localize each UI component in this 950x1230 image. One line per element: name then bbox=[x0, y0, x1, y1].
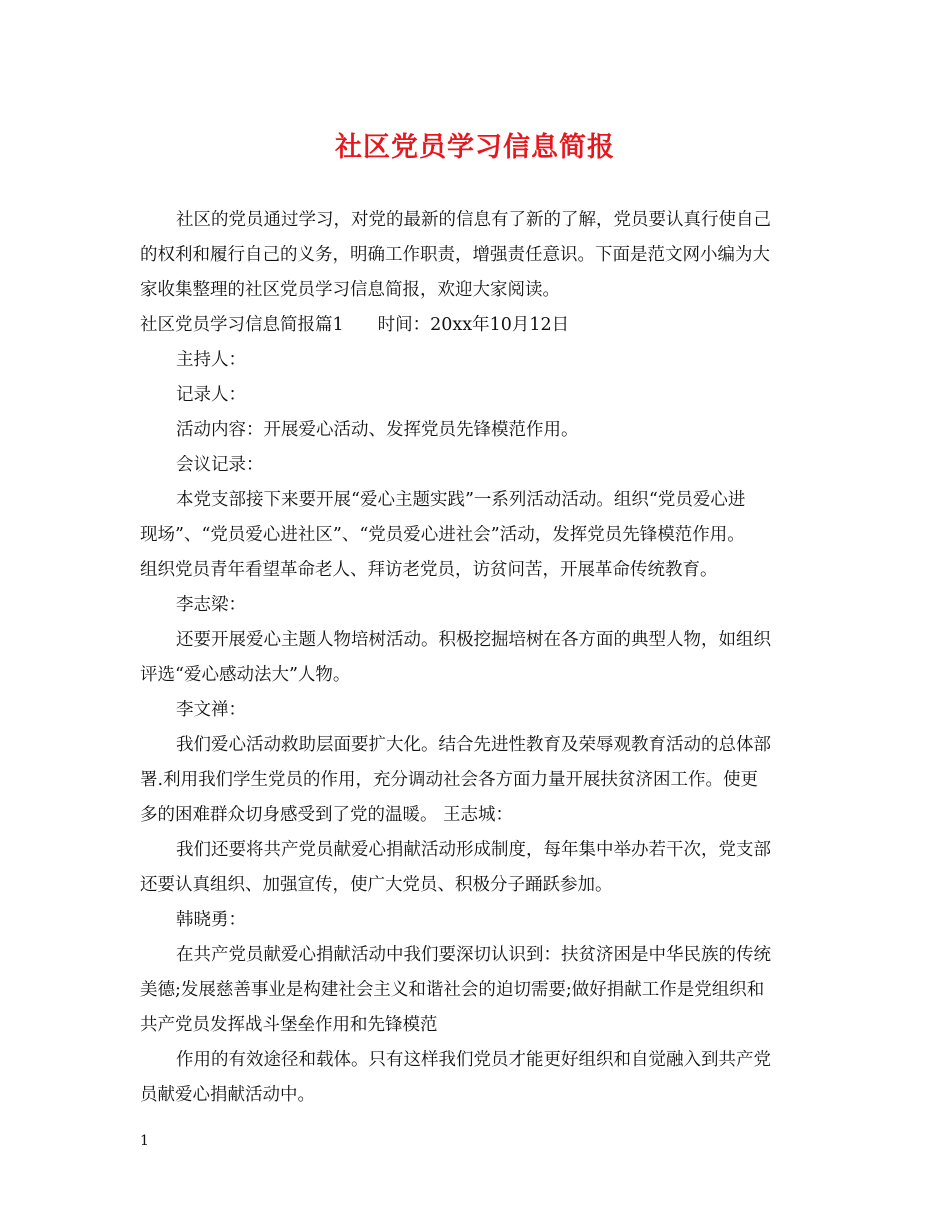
speaker-name-1: 李志梁： bbox=[176, 595, 246, 615]
speech-1-line-2: 评选“爱心感动法大”人物。 bbox=[140, 665, 351, 685]
record-paragraph-1-line-2: 现场”、“党员爱心进社区”、“党员爱心进社会”活动，发挥党员先锋模范作用。 bbox=[140, 525, 745, 545]
speaker-name-2: 李文禅： bbox=[176, 700, 246, 720]
section-heading: 社区党员学习信息简报篇1 bbox=[140, 315, 344, 335]
speaker-name-4: 韩晓勇： bbox=[176, 910, 246, 930]
speech-4-line-2: 美德;发展慈善事业是构建社会主义和谐社会的迫切需要;做好捐献工作是党组织和 bbox=[140, 980, 765, 1000]
speech-1-line-1: 还要开展爱心主题人物培树活动。积极挖掘培树在各方面的典型人物，如组织 bbox=[176, 630, 771, 650]
record-paragraph-1-line-3: 组织党员青年看望革命老人、拜访老党员，访贫问苦，开展革命传统教育。 bbox=[140, 560, 718, 580]
meeting-record-label: 会议记录： bbox=[176, 455, 264, 475]
speech-4-line-5: 员献爱心捐献活动中。 bbox=[140, 1085, 315, 1105]
activity-content: 活动内容：开展爱心活动、发挥党员先锋模范作用。 bbox=[176, 420, 579, 440]
speech-2-line-1: 我们爱心活动救助层面要扩大化。结合先进性教育及荣辱观教育活动的总体部 bbox=[176, 735, 771, 755]
intro-line-1: 社区的党员通过学习，对党的最新的信息有了新的了解，党员要认真行使自己 bbox=[176, 210, 771, 230]
document-title: 社区党员学习信息简报 bbox=[335, 132, 615, 163]
record-paragraph-1-line-1: 本党支部接下来要开展“爱心主题实践”一系列活动活动。组织“党员爱心进 bbox=[176, 490, 746, 510]
speech-3-line-1: 我们还要将共产党员献爱心捐献活动形成制度，每年集中举办若干次，党支部 bbox=[176, 840, 771, 860]
speech-4-line-4: 作用的有效途径和载体。只有这样我们党员才能更好组织和自觉融入到共产党 bbox=[176, 1050, 771, 1070]
intro-line-3: 家收集整理的社区党员学习信息简报，欢迎大家阅读。 bbox=[140, 280, 560, 300]
speech-2-line-2: 署.利用我们学生党员的作用，充分调动社会各方面力量开展扶贫济困工作。使更 bbox=[140, 770, 759, 790]
recorder-label: 记录人： bbox=[176, 385, 246, 405]
page-number: 1 bbox=[140, 1133, 149, 1149]
host-label: 主持人： bbox=[176, 350, 246, 370]
speech-4-line-1: 在共产党员献爱心捐献活动中我们要深切认识到：扶贫济困是中华民族的传统 bbox=[176, 945, 771, 965]
meeting-time: 时间：20xx年10月12日 bbox=[377, 315, 570, 335]
intro-line-2: 的权利和履行自己的义务，明确工作职责，增强责任意识。下面是范文网小编为大 bbox=[140, 245, 770, 265]
section-heading-row bbox=[140, 310, 569, 340]
speech-2-line-3: 多的困难群众切身感受到了党的温暖。 王志城： bbox=[140, 805, 514, 825]
speech-4-line-3: 共产党员发挥战斗堡垒作用和先锋模范 bbox=[140, 1015, 438, 1035]
speech-3-line-2: 还要认真组织、加强宣传，使广大党员、积极分子踊跃参加。 bbox=[140, 875, 613, 895]
